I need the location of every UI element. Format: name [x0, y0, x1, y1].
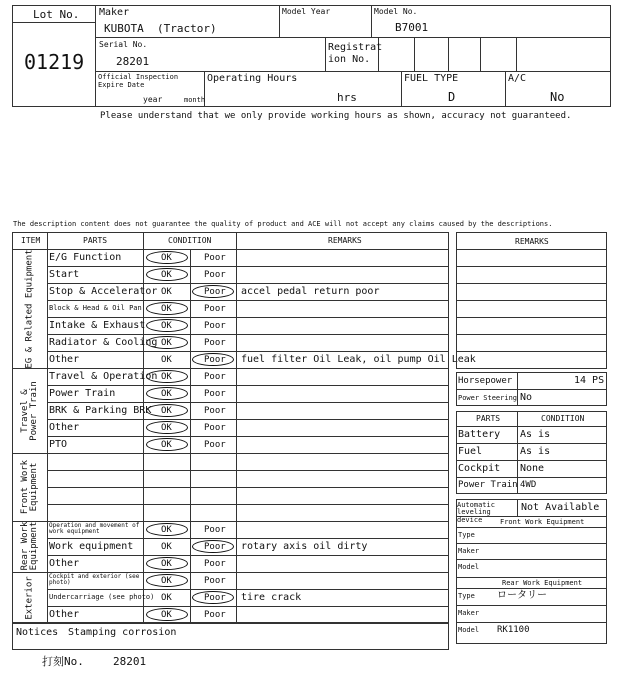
front-model-label: Model	[458, 563, 480, 571]
ok-selected-oval	[146, 302, 188, 315]
part-label: Undercarriage (see photo)	[49, 593, 155, 601]
ok-option[interactable]: OK	[161, 355, 172, 365]
ok-option[interactable]: OK	[161, 542, 172, 552]
poor-option[interactable]: Poor	[204, 338, 226, 348]
lot-number: 01219	[24, 50, 85, 74]
horsepower-value: 14 PS	[574, 375, 605, 386]
model-no-value: B7001	[395, 21, 429, 34]
poor-option[interactable]: Poor	[204, 304, 226, 314]
part-label: Power Train	[49, 388, 116, 399]
col-parts: PARTS	[83, 236, 108, 245]
ac-value: No	[550, 90, 565, 104]
year-label: year	[143, 95, 163, 104]
auto-level-label: Automatic leveling device	[457, 501, 495, 524]
table-row	[47, 266, 449, 283]
power-train-label: Power Train	[458, 480, 518, 490]
ok-option[interactable]: OK	[161, 610, 172, 620]
serial-value: 28201	[116, 55, 150, 68]
maker-value: KUBOTA (Tractor)	[104, 22, 217, 35]
ok-selected-oval	[146, 268, 188, 281]
poor-option[interactable]: Poor	[204, 440, 226, 450]
part-label: Intake & Exhaust	[49, 320, 146, 331]
ok-selected-oval	[146, 421, 188, 434]
part-label: Operation and movement of work equipment	[49, 522, 140, 536]
rear-maker-label: Maker	[458, 609, 480, 617]
group-eg-related: EG & Related Equipment	[24, 249, 35, 369]
inspection-label: Official Inspection	[98, 73, 179, 81]
front-type-label: Type	[458, 531, 475, 539]
notices-label: Notices	[16, 627, 59, 638]
poor-option[interactable]: Poor	[204, 287, 226, 297]
part-label: Other	[49, 609, 80, 620]
part-label: E/G Function	[49, 252, 122, 263]
power-steering-value: No	[520, 392, 533, 403]
condition-header: CONDITION	[541, 414, 585, 423]
group-travel-power-train: Travel & Power Train	[20, 381, 39, 441]
part-label: Other	[49, 422, 80, 433]
table-row	[47, 555, 449, 572]
remark-text: rotary axis oil dirty	[241, 541, 368, 552]
part-label: Other	[49, 558, 80, 569]
power-steering-label: Power Steering	[458, 394, 518, 402]
auto-level-value: Not Available	[521, 502, 600, 513]
poor-option[interactable]: Poor	[204, 610, 226, 620]
remark-text: accel pedal return poor	[241, 286, 380, 297]
ok-selected-oval	[146, 387, 188, 400]
ok-selected-oval	[146, 404, 188, 417]
poor-option[interactable]: Poor	[204, 576, 226, 586]
ok-option[interactable]: OK	[161, 440, 172, 450]
ok-option[interactable]: OK	[161, 406, 172, 416]
ok-option[interactable]: OK	[161, 525, 172, 535]
poor-option[interactable]: Poor	[204, 253, 226, 263]
ok-selected-oval	[146, 251, 188, 264]
right-remarks-label: REMARKS	[515, 237, 549, 246]
ok-selected-oval	[146, 319, 188, 332]
poor-option[interactable]: Poor	[204, 525, 226, 535]
table-row	[47, 504, 449, 521]
cockpit-value: None	[520, 463, 545, 474]
model-no-label: Model No.	[374, 7, 418, 16]
notices-value: Stamping corrosion	[68, 627, 177, 638]
front-maker-label: Maker	[458, 547, 480, 555]
col-condition: CONDITION	[168, 236, 212, 245]
rear-work-title: Rear Work Equipment	[502, 579, 583, 587]
model-year-label: Model Year	[282, 7, 331, 16]
poor-option[interactable]: Poor	[204, 355, 226, 365]
stamp-value: 28201	[113, 655, 147, 668]
ok-selected-oval	[146, 574, 188, 587]
part-label: Travel & Operation	[49, 371, 158, 382]
ok-option[interactable]: OK	[161, 372, 172, 382]
horsepower-label: Horsepower	[458, 376, 513, 386]
poor-selected-oval	[192, 591, 234, 604]
ok-option[interactable]: OK	[161, 321, 172, 331]
table-row	[47, 470, 449, 487]
stamp-label: 打刻No.	[42, 655, 84, 668]
ok-selected-oval	[146, 557, 188, 570]
parts-header: PARTS	[476, 414, 501, 423]
ok-selected-oval	[146, 438, 188, 451]
group-front-work: Front Work Equipment	[20, 459, 39, 515]
ok-option[interactable]: OK	[161, 304, 172, 314]
rear-type-label: Type	[458, 592, 475, 600]
fuel-value: As is	[520, 446, 551, 457]
poor-option[interactable]: Poor	[204, 406, 226, 416]
fuel-type-value: D	[448, 90, 456, 104]
ok-option[interactable]: OK	[161, 287, 172, 297]
rear-model-label: Model	[458, 626, 480, 634]
part-label: Block & Head & Oil Pan	[49, 304, 142, 312]
remark-text: fuel filter Oil Leak, oil pump Oil Leak	[241, 354, 476, 365]
poor-option[interactable]: Poor	[204, 559, 226, 569]
poor-option[interactable]: Poor	[204, 372, 226, 382]
maker-label: Maker	[99, 7, 130, 18]
part-label: Work equipment	[49, 541, 134, 552]
battery-value: As is	[520, 429, 551, 440]
poor-option[interactable]: Poor	[204, 423, 226, 433]
registration-label: Registrat ion No.	[328, 42, 383, 65]
rear-type-value: ロータリー	[497, 590, 547, 601]
front-work-title: Front Work Equipment	[500, 518, 585, 526]
poor-option[interactable]: Poor	[204, 321, 226, 331]
power-train-value: 4WD	[520, 480, 537, 490]
ok-option[interactable]: OK	[161, 559, 172, 569]
ok-option[interactable]: OK	[161, 253, 172, 263]
rear-model-value: RK1100	[497, 625, 530, 635]
col-remarks: REMARKS	[328, 236, 362, 245]
ok-selected-oval	[146, 336, 188, 349]
fuel-type-label: FUEL TYPE	[404, 73, 459, 84]
ok-option[interactable]: OK	[161, 576, 172, 586]
poor-option[interactable]: Poor	[204, 389, 226, 399]
ok-option[interactable]: OK	[161, 270, 172, 280]
ac-label: A/C	[508, 73, 527, 84]
part-label: BRK & Parking BRK	[49, 405, 152, 416]
group-rear-work: Rear Work Equipment	[20, 521, 39, 571]
ok-selected-oval	[146, 608, 188, 621]
poor-selected-oval	[192, 285, 234, 298]
ok-option[interactable]: OK	[161, 423, 172, 433]
working-hours-notice: Please understand that we only provide working hours as shown, accuracy not guaranteed.	[100, 111, 572, 121]
ok-option[interactable]: OK	[161, 338, 172, 348]
table-row	[47, 606, 449, 623]
inspection-label-2: Expire Date	[98, 81, 145, 89]
part-label: Other	[49, 354, 80, 365]
table-row	[47, 453, 449, 470]
poor-option[interactable]: Poor	[204, 270, 226, 280]
part-label: Stop & Accelerator	[49, 286, 158, 297]
ok-selected-oval	[146, 523, 188, 536]
table-row	[47, 419, 449, 436]
ok-option[interactable]: OK	[161, 389, 172, 399]
lot-label: Lot No.	[33, 8, 80, 21]
part-label: PTO	[49, 439, 68, 450]
battery-label: Battery	[458, 429, 501, 440]
table-row	[47, 487, 449, 504]
operating-hours-label: Operating Hours	[207, 73, 298, 84]
month-label: month	[184, 96, 206, 104]
poor-selected-oval	[192, 540, 234, 553]
ok-option[interactable]: OK	[161, 593, 172, 603]
part-label: Start	[49, 269, 80, 280]
poor-selected-oval	[192, 353, 234, 366]
col-item: ITEM	[21, 236, 41, 245]
serial-label: Serial No.	[99, 40, 148, 49]
hrs-label: hrs	[337, 91, 357, 104]
part-label: Cockpit and exterior (see photo)	[49, 573, 140, 587]
poor-option[interactable]: Poor	[204, 593, 226, 603]
fuel-label: Fuel	[458, 446, 483, 457]
table-row	[47, 436, 449, 453]
group-exterior: Exterior	[24, 576, 35, 620]
remark-text: tire crack	[241, 592, 302, 603]
cockpit-label: Cockpit	[458, 463, 501, 474]
poor-option[interactable]: Poor	[204, 542, 226, 552]
part-label: Radiator & Cooling	[49, 337, 158, 348]
ok-selected-oval	[146, 370, 188, 383]
disclaimer: The description content does not guarantee the quality of product and ACE will not accept any claims caused by the descriptions.	[13, 220, 553, 228]
